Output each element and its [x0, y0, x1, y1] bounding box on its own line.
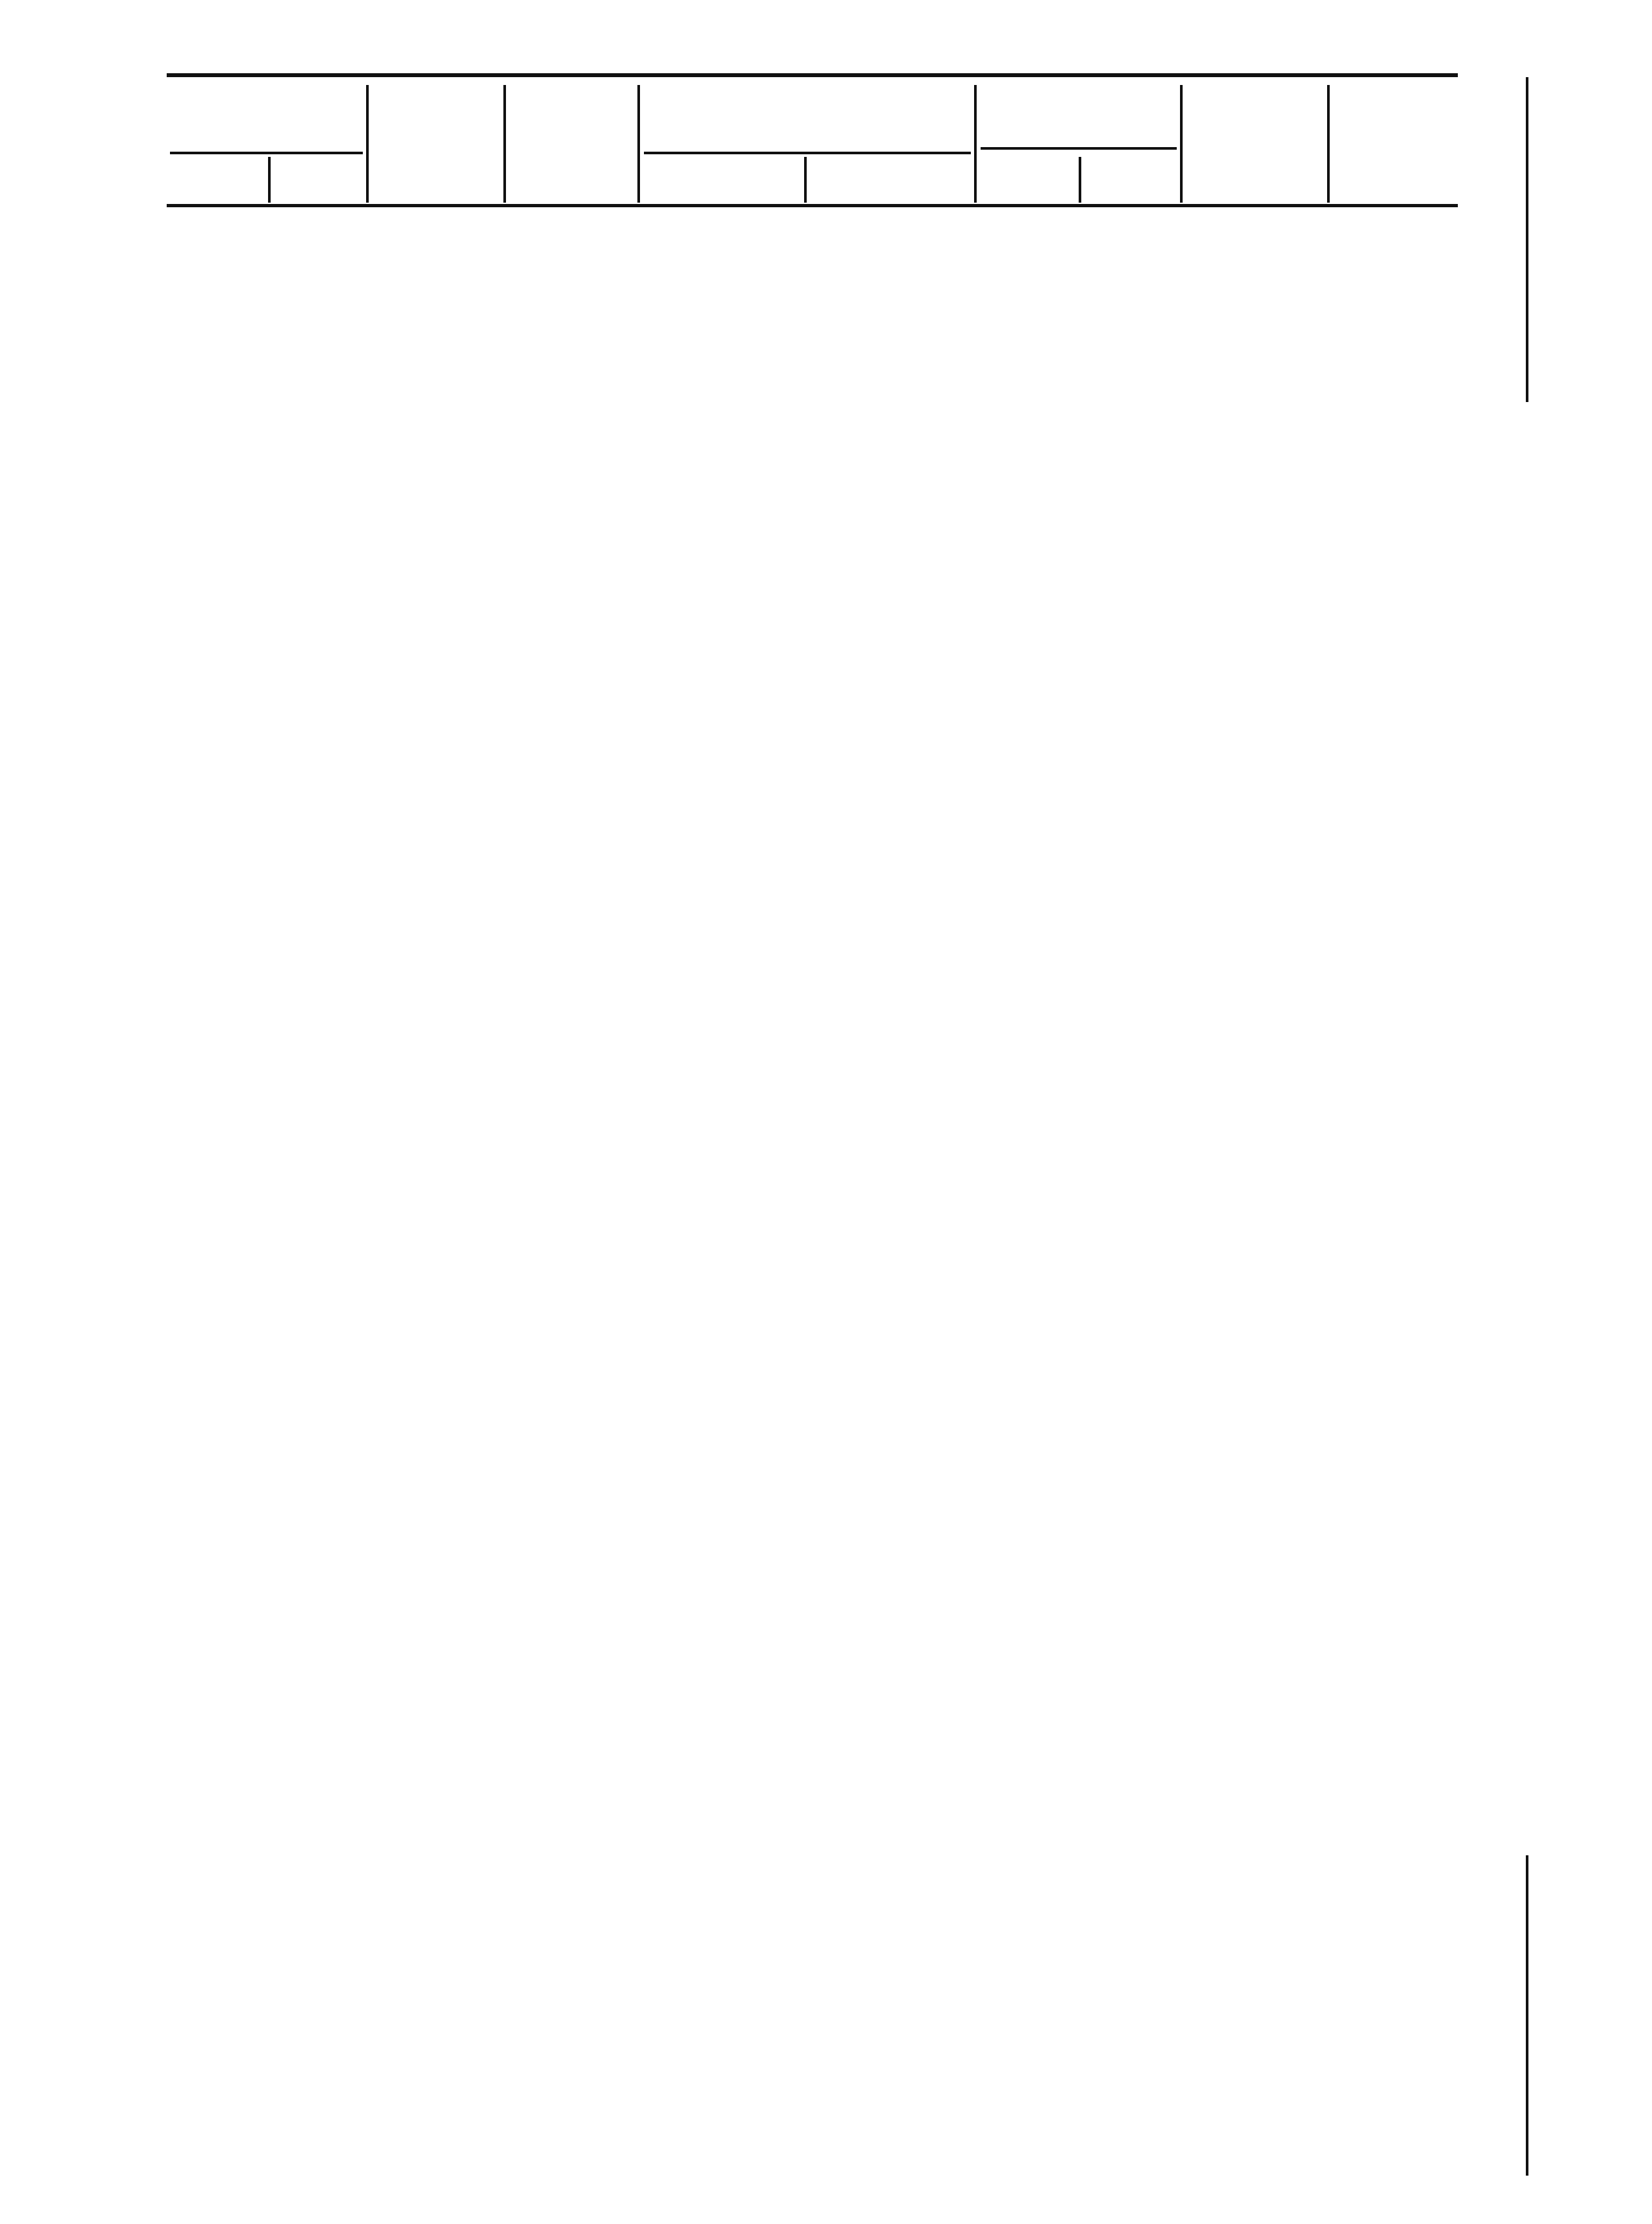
hdr-vline	[637, 85, 640, 203]
hdr-hline	[981, 147, 1177, 150]
hdr-vline	[1079, 157, 1081, 203]
header-top-rule	[167, 73, 1458, 77]
hdr-vline	[1180, 85, 1183, 203]
side-underline-bottom	[1526, 1855, 1528, 2176]
hdr-vline	[804, 157, 807, 203]
hdr-vline	[268, 157, 271, 203]
side-underline-top	[1526, 77, 1528, 402]
hdr-vline	[1327, 85, 1330, 203]
hdr-vline	[366, 85, 369, 203]
hdr-vline	[974, 85, 977, 203]
hdr-vline	[503, 85, 506, 203]
hdr-hline	[170, 152, 363, 154]
hdr-hline	[644, 152, 971, 154]
header-bottom-rule	[167, 204, 1458, 207]
